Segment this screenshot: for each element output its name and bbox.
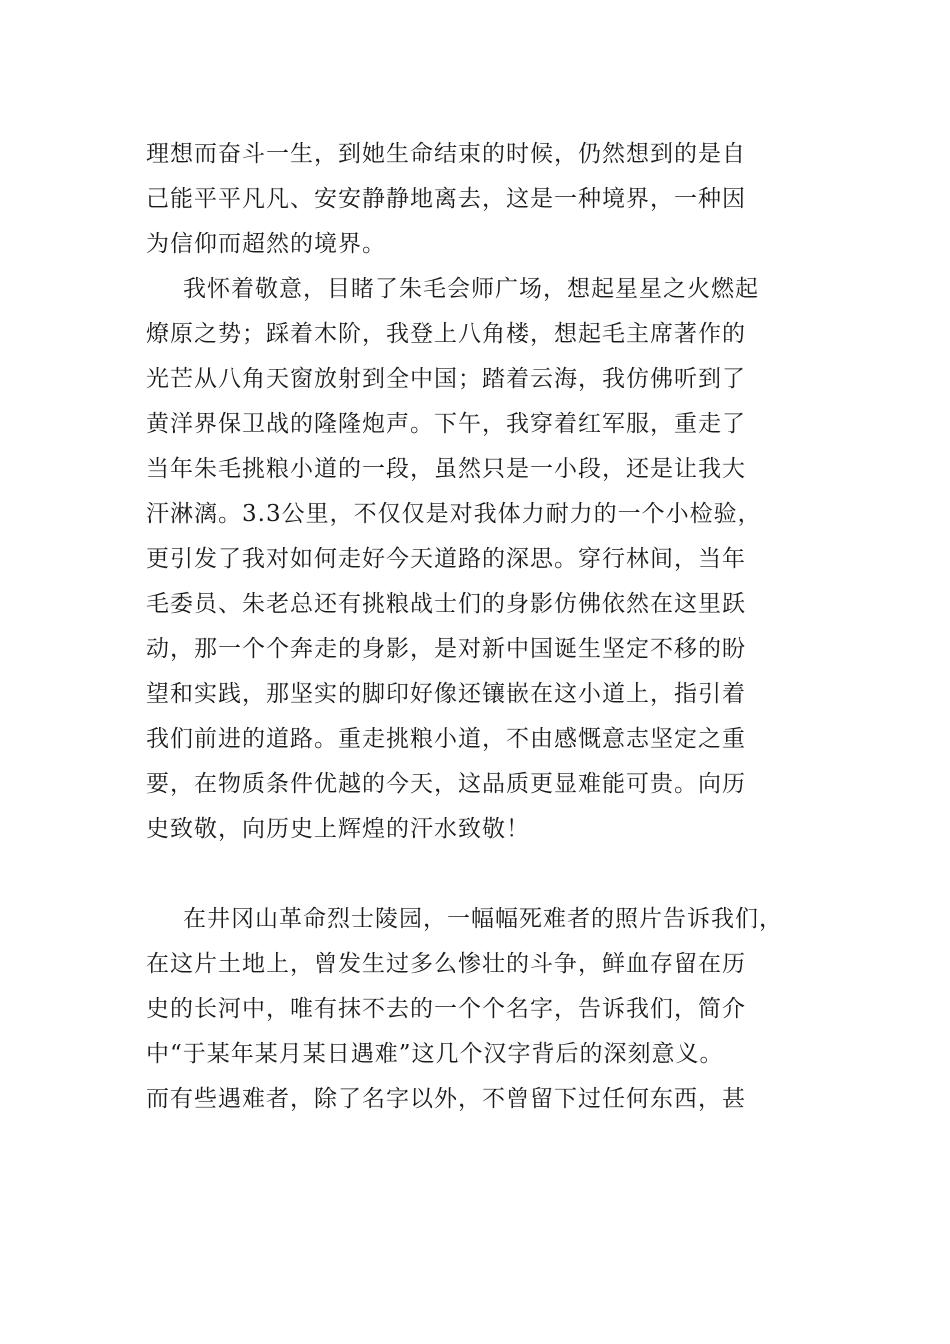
text-line: 而有些遇难者，除了名字以外，不曾留下过任何东西，甚 <box>146 1086 746 1112</box>
paragraph-2 <box>146 267 826 897</box>
text-line: 史致敬，向历史上辉煌的汗水致敬！ <box>146 816 530 842</box>
text-line: 动，那一个个奔走的身影，是对新中国诞生坚定不移的盼 <box>146 636 746 662</box>
text-line: 毛委员、朱老总还有挑粮战士们的身影仿佛依然在这里跃 <box>146 591 746 617</box>
text-line: 当年朱毛挑粮小道的一段，虽然只是一小段，还是让我大 <box>146 456 746 482</box>
text-line: 我们前进的道路。重走挑粮小道，不由感慨意志坚定之重 <box>146 726 746 752</box>
text-line: 光芒从八角天窗放射到全中国；踏着云海，我仿佛听到了 <box>146 366 746 392</box>
text-line: 史的长河中，唯有抹不去的一个个名字，告诉我们，简介 <box>146 996 746 1022</box>
text-line: 中“于某年某月某日遇难”这几个汉字背后的深刻意义。 <box>146 1041 724 1067</box>
text-line: 为信仰而超然的境界。 <box>146 231 386 257</box>
text-line: 汗淋漓。3.3公里，不仅仅是对我体力耐力的一个小检验， <box>146 501 762 527</box>
text-line: 在井冈山革命烈士陵园，一幅幅死难者的照片告诉我们， <box>183 906 783 932</box>
body-text <box>146 132 826 1122</box>
text-line: 燎原之势；踩着木阶，我登上八角楼，想起毛主席著作的 <box>146 321 746 347</box>
text-line: 我怀着敬意，目睹了朱毛会师广场，想起星星之火燃起 <box>183 276 759 302</box>
text-line: 要，在物质条件优越的今天，这品质更显难能可贵。向历 <box>146 771 746 797</box>
text-line: 更引发了我对如何走好今天道路的深思。穿行林间，当年 <box>146 546 746 572</box>
text-line: 理想而奋斗一生，到她生命结束的时候，仍然想到的是自 <box>146 141 746 167</box>
text-line: 黄洋界保卫战的隆隆炮声。下午，我穿着红军服，重走了 <box>146 411 746 437</box>
text-line: 望和实践，那坚实的脚印好像还镶嵌在这小道上，指引着 <box>146 681 746 707</box>
paragraph-3 <box>146 897 826 1122</box>
text-line <box>146 852 826 897</box>
paragraph-1 <box>146 132 826 267</box>
text-line: 己能平平凡凡、安安静静地离去，这是一种境界，一种因 <box>146 186 746 212</box>
text-line: 在这片土地上，曾发生过多么惨壮的斗争，鲜血存留在历 <box>146 951 746 977</box>
